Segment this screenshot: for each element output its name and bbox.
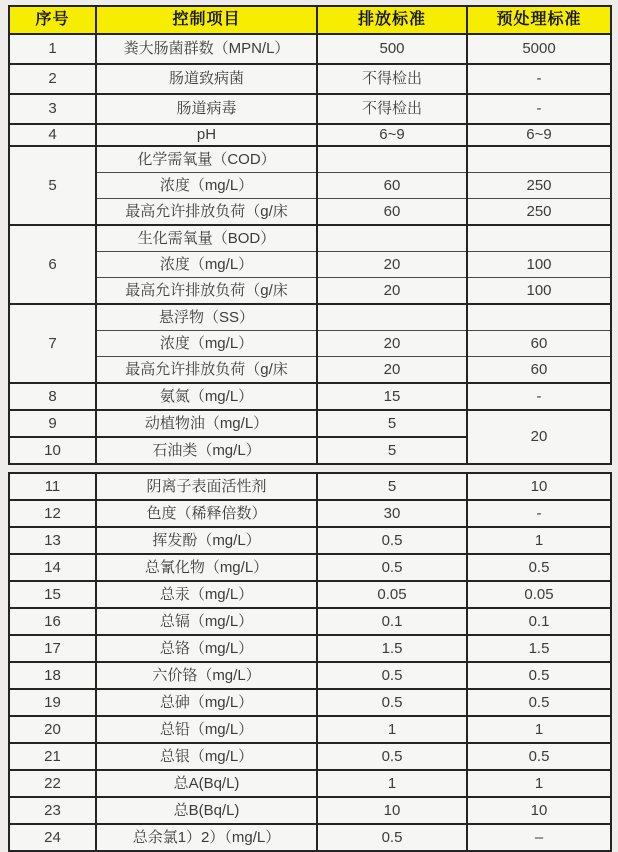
cell-serial: 3 <box>9 94 96 124</box>
cell-pretreatment: – <box>467 824 611 851</box>
cell-discharge: 30 <box>317 500 467 527</box>
cell-pretreatment: 6~9 <box>467 124 611 146</box>
table-section-gap <box>8 465 610 472</box>
cell-serial: 9 <box>9 410 96 437</box>
cell-item: 浓度（mg/L） <box>96 173 317 199</box>
discharge-standards-table-upper <box>8 5 612 465</box>
cell-item: 肠道病毒 <box>96 94 317 124</box>
cell-discharge: 20 <box>317 278 467 305</box>
cell-item: 总铬（mg/L） <box>96 635 317 662</box>
cell-discharge: 500 <box>317 34 467 64</box>
cell-discharge: 20 <box>317 357 467 384</box>
cell-item: 化学需氧量（COD） <box>96 146 317 173</box>
cell-item: 浓度（mg/L） <box>96 331 317 357</box>
table-row <box>9 34 611 64</box>
cell-pretreatment <box>467 146 611 173</box>
cell-discharge <box>317 146 467 173</box>
table-row <box>9 716 611 743</box>
table-row <box>9 473 611 500</box>
table-row <box>9 278 611 305</box>
cell-pretreatment: 100 <box>467 252 611 278</box>
cell-serial: 12 <box>9 500 96 527</box>
cell-discharge: 10 <box>317 797 467 824</box>
cell-serial: 23 <box>9 797 96 824</box>
table-row <box>9 662 611 689</box>
cell-item: 六价铬（mg/L） <box>96 662 317 689</box>
cell-pretreatment: 60 <box>467 331 611 357</box>
cell-discharge: 5 <box>317 437 467 464</box>
cell-item: 阴离子表面活性剂 <box>96 473 317 500</box>
table-row <box>9 635 611 662</box>
cell-discharge: 1.5 <box>317 635 467 662</box>
cell-discharge: 0.5 <box>317 662 467 689</box>
table-row <box>9 581 611 608</box>
cell-item: 肠道致病菌 <box>96 64 317 94</box>
table-row-group-ss <box>9 304 611 331</box>
cell-discharge: 0.1 <box>317 608 467 635</box>
cell-serial: 19 <box>9 689 96 716</box>
cell-item: 粪大肠菌群数（MPN/L） <box>96 34 317 64</box>
cell-pretreatment: 5000 <box>467 34 611 64</box>
cell-pretreatment: 0.5 <box>467 554 611 581</box>
cell-discharge: 60 <box>317 173 467 199</box>
cell-pretreatment: - <box>467 500 611 527</box>
table-row <box>9 797 611 824</box>
cell-pretreatment: 250 <box>467 199 611 226</box>
cell-item: 总砷（mg/L） <box>96 689 317 716</box>
cell-item: 悬浮物（SS） <box>96 304 317 331</box>
table-row <box>9 252 611 278</box>
table-row <box>9 124 611 146</box>
cell-serial: 5 <box>9 146 96 225</box>
cell-discharge: 0.5 <box>317 554 467 581</box>
cell-serial: 2 <box>9 64 96 94</box>
table-row <box>9 770 611 797</box>
cell-serial: 20 <box>9 716 96 743</box>
cell-item: 总B(Bq/L) <box>96 797 317 824</box>
cell-discharge: 1 <box>317 770 467 797</box>
cell-serial: 10 <box>9 437 96 464</box>
cell-pretreatment <box>467 225 611 252</box>
cell-discharge: 15 <box>317 383 467 410</box>
cell-pretreatment: - <box>467 94 611 124</box>
cell-item: 氨氮（mg/L） <box>96 383 317 410</box>
cell-pretreatment: 0.1 <box>467 608 611 635</box>
table-row-group-bod <box>9 225 611 252</box>
table-row <box>9 383 611 410</box>
cell-serial: 15 <box>9 581 96 608</box>
cell-item: 总银（mg/L） <box>96 743 317 770</box>
cell-item: 总氰化物（mg/L） <box>96 554 317 581</box>
cell-serial: 24 <box>9 824 96 851</box>
cell-item: 最高允许排放负荷（g/床 <box>96 278 317 305</box>
cell-pretreatment: 10 <box>467 797 611 824</box>
cell-pretreatment: 0.5 <box>467 662 611 689</box>
cell-pretreatment: 250 <box>467 173 611 199</box>
cell-item: 总A(Bq/L) <box>96 770 317 797</box>
cell-serial: 4 <box>9 124 96 146</box>
cell-pretreatment: - <box>467 383 611 410</box>
table-row <box>9 64 611 94</box>
cell-item: 最高允许排放负荷（g/床 <box>96 199 317 226</box>
cell-pretreatment: 1.5 <box>467 635 611 662</box>
table-row <box>9 608 611 635</box>
table-row <box>9 500 611 527</box>
cell-discharge: 0.5 <box>317 527 467 554</box>
cell-serial: 22 <box>9 770 96 797</box>
table-row <box>9 331 611 357</box>
cell-pretreatment: 10 <box>467 473 611 500</box>
cell-pretreatment: 1 <box>467 527 611 554</box>
header-row <box>9 6 611 34</box>
cell-discharge: 5 <box>317 410 467 437</box>
cell-item: 总汞（mg/L） <box>96 581 317 608</box>
header-cell-discharge: 排放标准 <box>317 6 467 34</box>
cell-item: pH <box>96 124 317 146</box>
table-row <box>9 527 611 554</box>
cell-pretreatment <box>467 304 611 331</box>
cell-pretreatment: 1 <box>467 716 611 743</box>
cell-discharge: 不得检出 <box>317 64 467 94</box>
cell-item: 色度（稀释倍数） <box>96 500 317 527</box>
cell-serial: 1 <box>9 34 96 64</box>
cell-item: 动植物油（mg/L） <box>96 410 317 437</box>
cell-item: 最高允许排放负荷（g/床 <box>96 357 317 384</box>
cell-serial: 18 <box>9 662 96 689</box>
cell-item: 总余氯1）2）（mg/L） <box>96 824 317 851</box>
cell-discharge: 6~9 <box>317 124 467 146</box>
cell-pretreatment-merged: 20 <box>467 410 611 464</box>
table-row <box>9 173 611 199</box>
cell-serial: 6 <box>9 225 96 304</box>
cell-discharge: 0.5 <box>317 824 467 851</box>
cell-pretreatment: - <box>467 64 611 94</box>
cell-serial: 14 <box>9 554 96 581</box>
cell-discharge: 0.05 <box>317 581 467 608</box>
cell-discharge: 0.5 <box>317 689 467 716</box>
cell-item: 生化需氧量（BOD） <box>96 225 317 252</box>
cell-serial: 17 <box>9 635 96 662</box>
cell-pretreatment: 60 <box>467 357 611 384</box>
cell-pretreatment: 0.05 <box>467 581 611 608</box>
cell-item: 石油类（mg/L） <box>96 437 317 464</box>
cell-item: 总镉（mg/L） <box>96 608 317 635</box>
cell-serial: 21 <box>9 743 96 770</box>
cell-item: 挥发酚（mg/L） <box>96 527 317 554</box>
cell-discharge <box>317 225 467 252</box>
table-row <box>9 199 611 226</box>
cell-item: 浓度（mg/L） <box>96 252 317 278</box>
table-row <box>9 410 611 437</box>
discharge-standards-table-lower <box>8 472 612 852</box>
cell-serial: 13 <box>9 527 96 554</box>
cell-discharge: 20 <box>317 252 467 278</box>
cell-discharge <box>317 304 467 331</box>
header-cell-serial: 序号 <box>9 6 96 34</box>
table-row <box>9 743 611 770</box>
table-row <box>9 357 611 384</box>
cell-pretreatment: 0.5 <box>467 743 611 770</box>
cell-discharge: 5 <box>317 473 467 500</box>
cell-pretreatment: 1 <box>467 770 611 797</box>
cell-discharge: 60 <box>317 199 467 226</box>
cell-pretreatment: 0.5 <box>467 689 611 716</box>
table-row <box>9 824 611 851</box>
table-row <box>9 689 611 716</box>
cell-discharge: 1 <box>317 716 467 743</box>
table-row <box>9 94 611 124</box>
cell-pretreatment: 100 <box>467 278 611 305</box>
cell-serial: 7 <box>9 304 96 383</box>
cell-discharge: 不得检出 <box>317 94 467 124</box>
table-row <box>9 554 611 581</box>
table-row-group-cod <box>9 146 611 173</box>
cell-serial: 8 <box>9 383 96 410</box>
cell-item: 总铅（mg/L） <box>96 716 317 743</box>
cell-discharge: 20 <box>317 331 467 357</box>
cell-discharge: 0.5 <box>317 743 467 770</box>
header-cell-item: 控制项目 <box>96 6 317 34</box>
cell-serial: 16 <box>9 608 96 635</box>
header-cell-pretreatment: 预处理标准 <box>467 6 611 34</box>
cell-serial: 11 <box>9 473 96 500</box>
